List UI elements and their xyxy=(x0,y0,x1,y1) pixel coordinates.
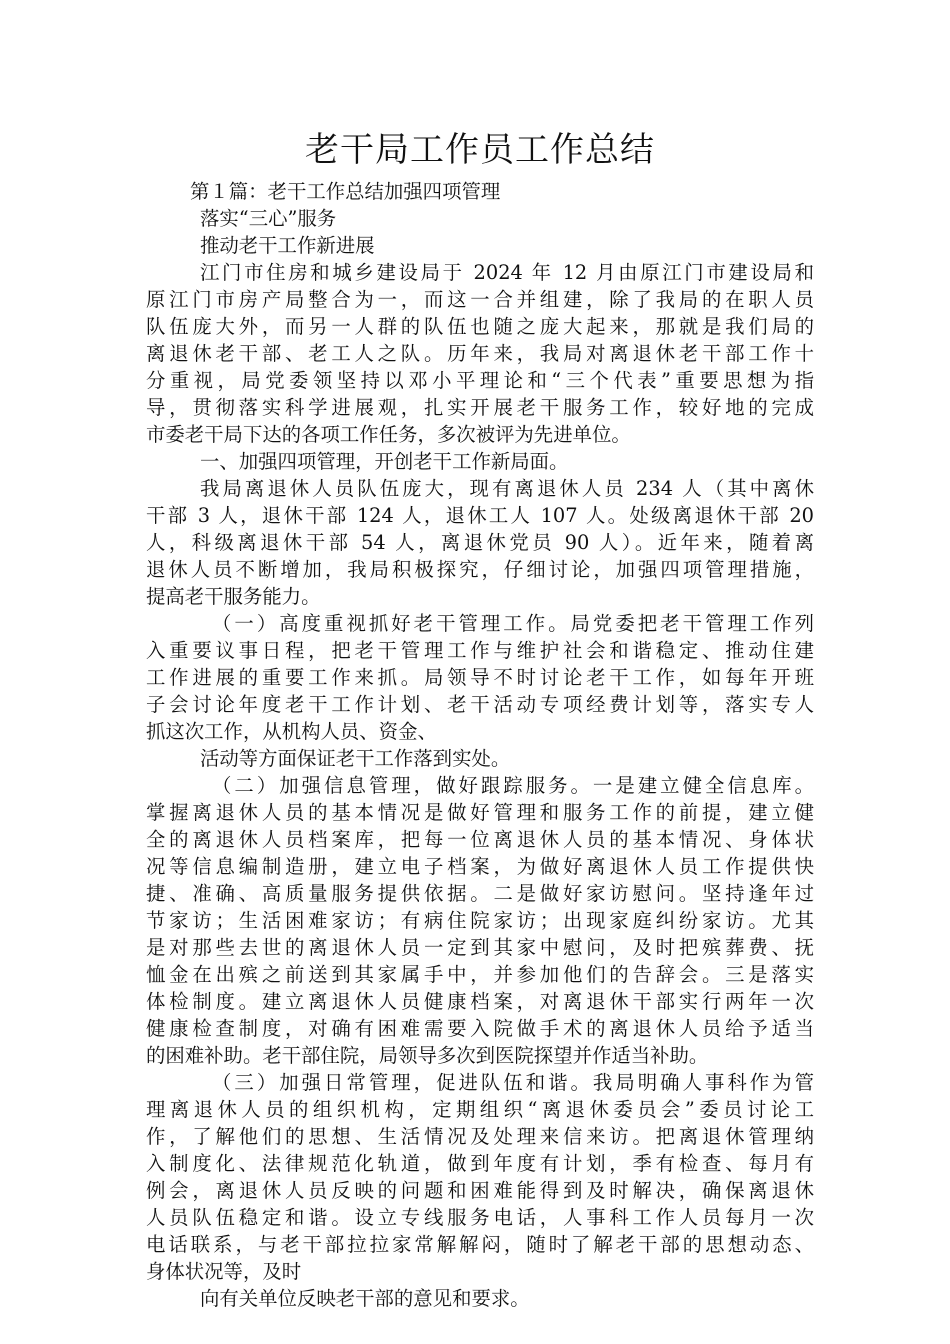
text-line: 干部 3 人，退休干部 124 人，退休工人 107 人。处级离退休干部 20 xyxy=(146,504,814,527)
text-line: 退休人员不断增加，我局积极探究，仔细讨论，加强四项管理措施， xyxy=(146,558,814,581)
text-line: 抓这次工作，从机构人员、资金、 xyxy=(146,720,437,743)
text-line: （三）加强日常管理，促进队伍和谐。我局明确人事科作为管 xyxy=(212,1071,814,1094)
text-line: 入制度化、法律规范化轨道，做到年度有计划，季有检查、每月有 xyxy=(146,1152,814,1175)
text-line: 节家访；生活困难家访；有病住院家访；出现家庭纠纷家访。尤其 xyxy=(146,909,814,932)
text-line: 体检制度。建立离退休人员健康档案，对离退休干部实行两年一次 xyxy=(146,990,814,1013)
document-page xyxy=(146,122,814,1312)
text-line: 推动老干工作新进展 xyxy=(200,234,375,257)
text-line: 市委老干局下达的各项工作任务，多次被评为先进单位。 xyxy=(146,423,631,446)
text-line: 落实“三心”服务 xyxy=(200,207,337,230)
text-line: 提高老干服务能力。 xyxy=(146,585,321,608)
text-line: 作，了解他们的思想、生活情况及处理来信来访。把离退休管理纳 xyxy=(146,1125,814,1148)
text-line: 向有关单位反映老干部的意见和要求。 xyxy=(200,1287,530,1310)
text-line: 例会，离退休人员反映的问题和困难能得到及时解决，确保离退休 xyxy=(146,1179,814,1202)
text-line: 离退休老干部、老工人之队。历年来，我局对离退休老干部工作十 xyxy=(146,342,814,365)
text-line: 一、加强四项管理，开创老干工作新局面。 xyxy=(200,450,569,473)
text-line: 工作进展的重要工作来抓。局领导不时讨论老干工作，如每年开班 xyxy=(146,666,814,689)
text-line: 导，贯彻落实科学进展观，扎实开展老干服务工作，较好地的完成 xyxy=(146,396,814,419)
text-line: 掌握离退休人员的基本情况是做好管理和服务工作的前提，建立健 xyxy=(146,801,814,824)
text-line: 子会讨论年度老干工作计划、老干活动专项经费计划等，落实专人 xyxy=(146,693,814,716)
text-line: 的困难补助。老干部住院，局领导多次到医院探望并作适当补助。 xyxy=(146,1044,709,1067)
text-line: 是对那些去世的离退休人员一定到其家中慰问，及时把殡葬费、抚 xyxy=(146,936,814,959)
text-line: 理离退休人员的组织机构，定期组织“离退休委员会”委员讨论工 xyxy=(146,1098,814,1121)
text-line: 况等信息编制造册，建立电子档案，为做好离退休人员工作提供快 xyxy=(146,855,814,878)
text-line: 电话联系，与老干部拉拉家常解解闷，随时了解老干部的思想动态、 xyxy=(146,1233,814,1256)
text-line: 第１篇：老干工作总结加强四项管理 xyxy=(190,180,501,203)
text-line: 人，科级离退休干部 54 人，离退休党员 90 人）。近年来，随着离 xyxy=(146,531,814,554)
text-line: 江门市住房和城乡建设局于 2024 年 12 月由原江门市建设局和 xyxy=(200,261,814,284)
text-line: 我局离退休人员队伍庞大，现有离退休人员 234 人（其中离休 xyxy=(200,477,814,500)
text-line: 全的离退休人员档案库，把每一位离退休人员的基本情况、身体状 xyxy=(146,828,814,851)
text-line: 恤金在出殡之前送到其家属手中，并参加他们的告辞会。三是落实 xyxy=(146,963,814,986)
text-line: （二）加强信息管理，做好跟踪服务。一是建立健全信息库。 xyxy=(212,774,814,797)
text-line: 分重视，局党委领坚持以邓小平理论和“三个代表”重要思想为指 xyxy=(146,369,814,392)
text-line: 原江门市房产局整合为一，而这一合并组建，除了我局的在职人员 xyxy=(146,288,814,311)
text-line: 身体状况等，及时 xyxy=(146,1260,302,1283)
text-line: 队伍庞大外，而另一人群的队伍也随之庞大起来，那就是我们局的 xyxy=(146,315,814,338)
text-line: 入重要议事日程，把老干管理工作与维护社会和谐稳定、推动住建 xyxy=(146,639,814,662)
text-line: 健康检查制度，对确有困难需要入院做手术的离退休人员给予适当 xyxy=(146,1017,814,1040)
text-line: 活动等方面保证老干工作落到实处。 xyxy=(200,747,511,770)
text-line: 人员队伍稳定和谐。设立专线服务电话，人事科工作人员每月一次 xyxy=(146,1206,814,1229)
text-line: 捷、准确、高质量服务提供依据。二是做好家访慰问。坚持逢年过 xyxy=(146,882,814,905)
text-line: （一）高度重视抓好老干管理工作。局党委把老干管理工作列 xyxy=(212,612,814,635)
document-body xyxy=(146,178,814,1312)
document-title: 老干局工作员工作总结 xyxy=(305,130,655,170)
